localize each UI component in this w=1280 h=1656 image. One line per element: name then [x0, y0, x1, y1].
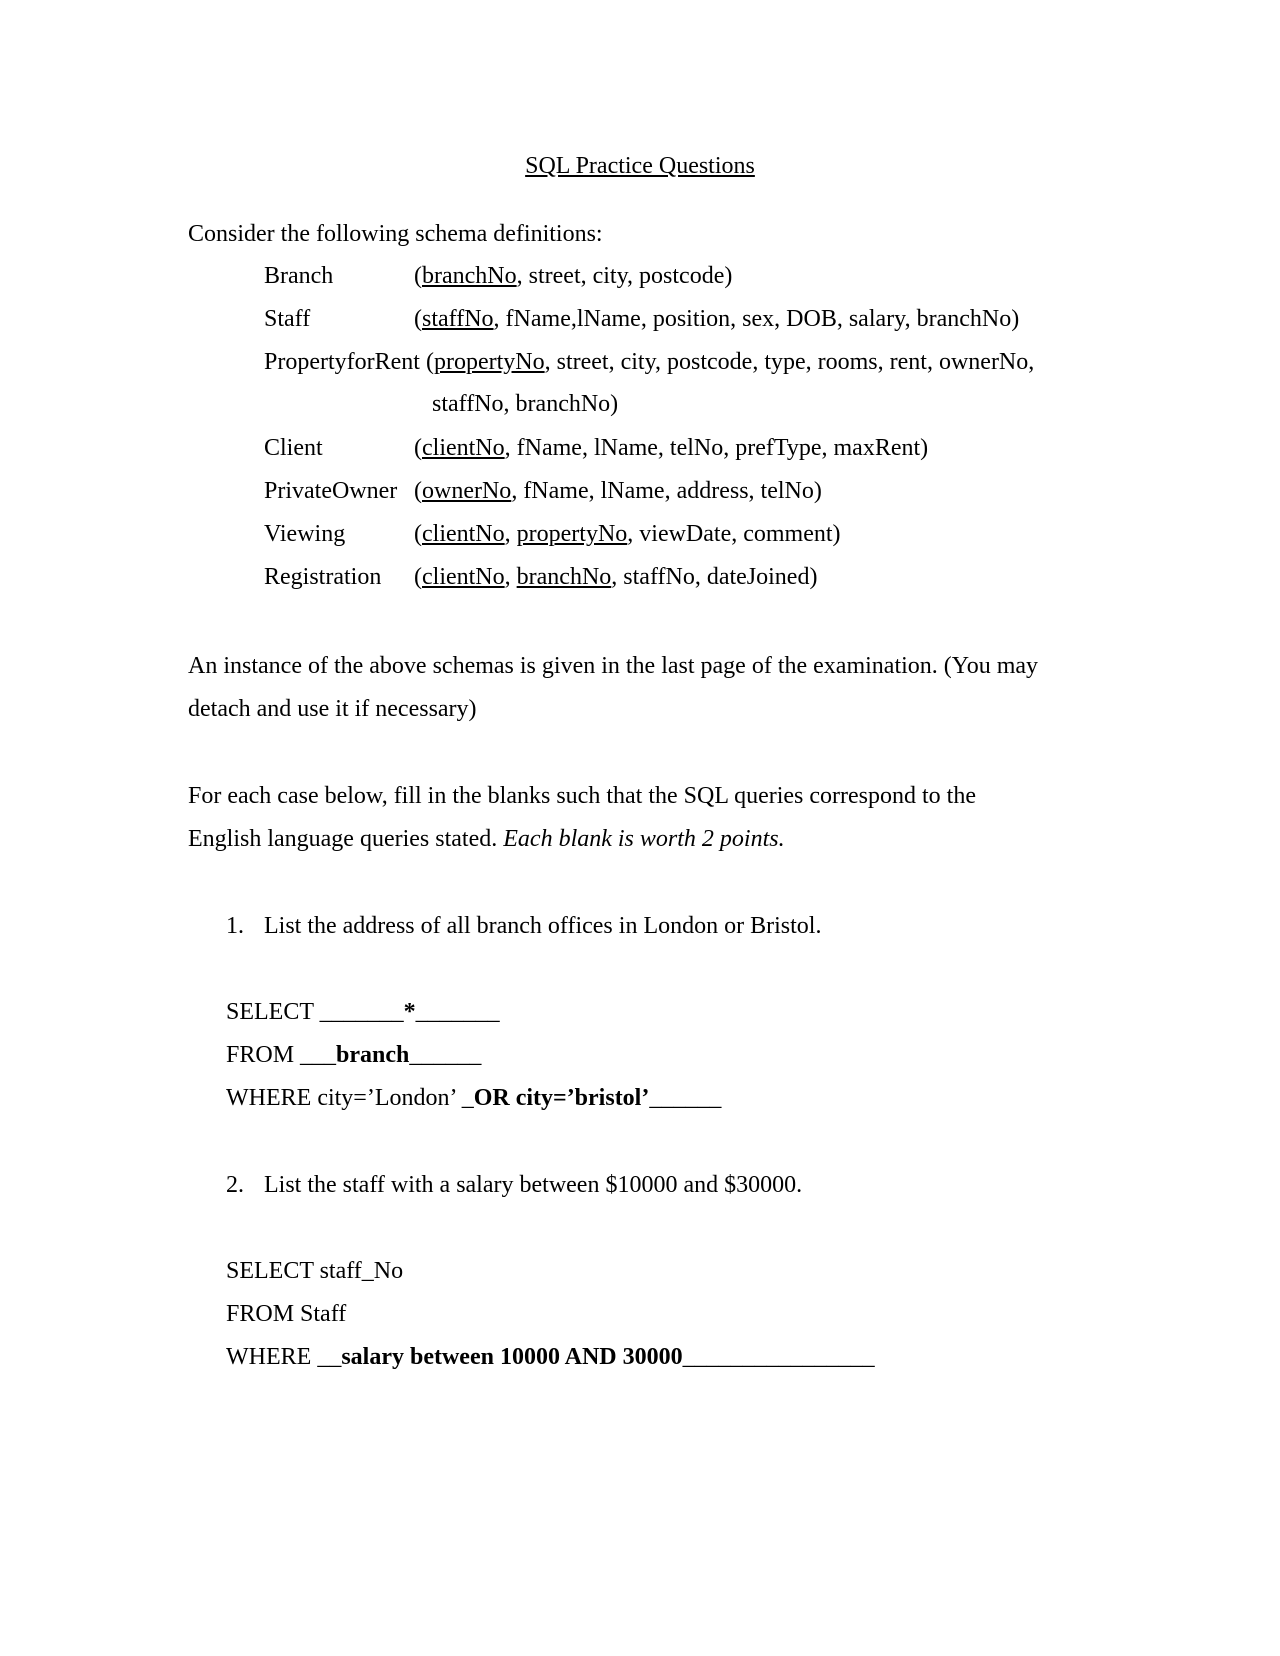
- schema-property-continued: staffNo, branchNo): [432, 391, 619, 417]
- instructions-line1: For each case below, fill in the blanks such that the SQL queries correspond to the: [188, 783, 977, 809]
- paren: (: [414, 263, 422, 289]
- answer: *: [403, 999, 416, 1025]
- instructions-italic: Each blank is worth 2 points.: [503, 826, 785, 852]
- schema-name: Registration: [264, 564, 382, 590]
- schema-attrs: [414, 563, 817, 591]
- q2-where-line: [226, 1343, 875, 1371]
- q1-where-line: [226, 1084, 721, 1112]
- schema-attrs: [414, 434, 928, 462]
- schema-attrs: [414, 477, 822, 505]
- primary-key: branchNo: [422, 263, 517, 289]
- question-1-text: List the address of all branch offices in London or Bristol.: [264, 913, 822, 939]
- blank: ______: [649, 1085, 722, 1111]
- paren: (: [414, 521, 422, 547]
- instructions-line2: [188, 825, 785, 853]
- intro-text: Consider the following schema definitions:: [188, 221, 603, 247]
- primary-key: clientNo: [422, 435, 505, 461]
- attr-list: , fName, lName, telNo, prefType, maxRent): [504, 435, 929, 461]
- schema-name: PropertyforRent: [264, 349, 420, 375]
- paren: (: [414, 478, 422, 504]
- attr-list: , street, city, postcode, type, rooms, rent, ownerNo,: [544, 349, 1035, 375]
- attr-list: , street, city, postcode): [516, 263, 733, 289]
- schema-attrs: [414, 262, 732, 290]
- paren: (: [414, 564, 422, 590]
- answer: OR city=’bristol’: [473, 1085, 650, 1111]
- question-2-text: List the staff with a salary between $10000 and $30000.: [264, 1172, 803, 1198]
- blank: ________________: [682, 1344, 875, 1370]
- paren: (: [414, 435, 422, 461]
- paren: (: [414, 306, 422, 332]
- schema-name: PrivateOwner: [264, 478, 398, 504]
- blank: ______: [409, 1042, 482, 1068]
- attr-list: , fName,lName, position, sex, DOB, salary, branchNo): [493, 306, 1020, 332]
- q2-select-line: SELECT staff_No: [226, 1258, 404, 1284]
- q1-select-line: [226, 998, 500, 1026]
- schema-name: Viewing: [264, 521, 346, 547]
- answer: branch: [336, 1042, 410, 1068]
- question-1-number: 1.: [226, 913, 244, 939]
- select-keyword: SELECT _______: [226, 999, 404, 1025]
- primary-key: clientNo: [422, 564, 505, 590]
- attr-list: , viewDate, comment): [627, 521, 841, 547]
- separator: ,: [504, 564, 517, 590]
- primary-key: branchNo: [516, 564, 612, 590]
- primary-key: staffNo: [422, 306, 494, 332]
- primary-key: propertyNo: [516, 521, 628, 547]
- attr-list: , fName, lName, address, telNo): [511, 478, 822, 504]
- separator: ,: [504, 521, 517, 547]
- schema-attrs: [414, 520, 841, 548]
- blank: _______: [415, 999, 500, 1025]
- schema-name: Client: [264, 435, 323, 461]
- from-keyword: FROM ___: [226, 1042, 337, 1068]
- instance-note-line2: detach and use it if necessary): [188, 696, 477, 722]
- where-keyword: WHERE __: [226, 1344, 342, 1370]
- q1-from-line: [226, 1041, 481, 1069]
- answer: salary between 10000 AND 30000: [341, 1344, 683, 1370]
- schema-attrs: [414, 305, 1019, 333]
- paren: (: [419, 349, 434, 375]
- schema-property: [264, 348, 1034, 376]
- where-keyword: WHERE city=’London’ _: [226, 1085, 474, 1111]
- instance-note-line1: An instance of the above schemas is given in the last page of the examination. (You may: [188, 653, 1039, 679]
- primary-key: clientNo: [422, 521, 505, 547]
- question-2-number: 2.: [226, 1172, 244, 1198]
- primary-key: ownerNo: [422, 478, 512, 504]
- instructions-plain: English language queries stated.: [188, 826, 504, 852]
- primary-key: propertyNo: [433, 349, 545, 375]
- title-text: SQL Practice Questions: [525, 153, 755, 179]
- page-title: [0, 152, 1280, 180]
- q2-from-line: FROM Staff: [226, 1301, 347, 1327]
- schema-name: Staff: [264, 306, 311, 332]
- schema-name: Branch: [264, 263, 334, 289]
- attr-list: , staffNo, dateJoined): [611, 564, 818, 590]
